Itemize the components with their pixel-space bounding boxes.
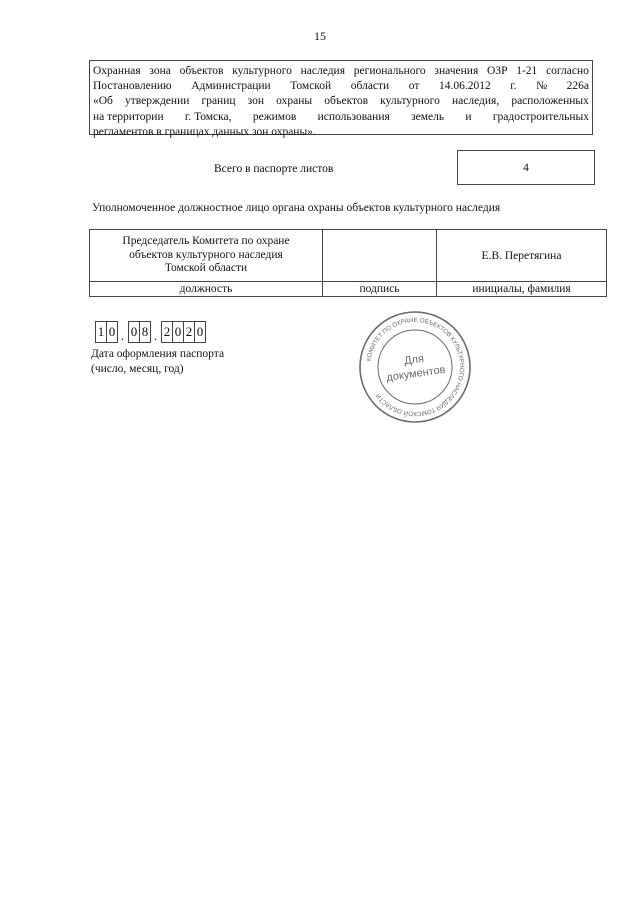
word: зона [149, 65, 171, 77]
stamp-outer-ring [360, 312, 470, 422]
word: режимов [252, 110, 297, 123]
official-heading: Уполномоченное должностное лицо органа охраны объектов культурного наследия [92, 202, 501, 214]
position-line: объектов культурного наследия [129, 248, 283, 261]
date-label-line: Дата оформления паспорта [91, 348, 225, 360]
word: на территории [93, 110, 164, 123]
word: Постановлению [93, 80, 172, 93]
sheets-count-box [457, 150, 595, 185]
zone-description-box [89, 60, 593, 138]
date-label-line: (число, месяц, год) [91, 363, 184, 375]
word: объектов [179, 65, 224, 77]
word: градостроительных [492, 110, 589, 123]
date-digit-box: 0 [172, 321, 184, 343]
position-caption: должность [90, 282, 323, 297]
date-digit-box: 2 [161, 321, 173, 343]
word: земель [411, 110, 445, 123]
word: и [465, 110, 472, 123]
date-digit-box: 2 [183, 321, 195, 343]
word: утверждении [125, 95, 190, 108]
word: области [350, 80, 390, 93]
word: зон [247, 95, 265, 108]
sheets-count-label: Всего в паспорте листов [214, 163, 334, 175]
date-boxes [95, 321, 205, 343]
word: регламентов в границах данных зон охраны». [93, 125, 316, 138]
word: 226а [566, 80, 589, 93]
sheets-count-value: 4 [523, 161, 529, 174]
word: наследия, [451, 95, 500, 108]
word: Администрации [191, 80, 271, 93]
word: охраны [276, 95, 313, 108]
name-caption: инициалы, фамилия [437, 282, 607, 297]
stamp-center-line-2: документов [385, 363, 447, 385]
zone-text-line [93, 64, 589, 79]
signature-cell [323, 230, 437, 282]
position-cell [90, 230, 323, 282]
word: культурного [232, 65, 292, 77]
zone-text-line [93, 79, 589, 94]
word: № [536, 80, 548, 93]
date-digit-box: 1 [95, 321, 107, 343]
word: границ [201, 95, 236, 108]
page-number: 15 [314, 29, 326, 43]
date-digit-box: 0 [194, 321, 206, 343]
position-line: Томской области [164, 262, 248, 275]
stamp-center-line-1: Для [403, 352, 425, 368]
name-cell: Е.В. Перетягина [437, 230, 607, 282]
word: «Об [93, 95, 113, 108]
word: 1-21 [516, 65, 538, 77]
stamp-ring-text: КОМИТЕТ ПО ОХРАНЕ ОБЪЕКТОВ КУЛЬТУРНОГО НАСЛЕДИЯ ТОМСКОЙ ОБЛАСТИ [365, 316, 466, 418]
word: 14.06.2012 [438, 80, 491, 93]
date-digit-box: 0 [128, 321, 140, 343]
date-separator: . [120, 328, 125, 343]
word: регионального [353, 65, 426, 77]
official-stamp [357, 309, 473, 425]
word: от [408, 80, 420, 93]
zone-text-line [93, 110, 589, 125]
word: объектов [324, 95, 369, 108]
word: Охранная [93, 65, 141, 77]
word: культурного [380, 95, 440, 108]
word: наследия [300, 65, 346, 77]
word: использования [317, 110, 390, 123]
word: г. [510, 80, 517, 93]
word: Томской [290, 80, 332, 93]
date-separator: . [153, 328, 158, 343]
signature-table [89, 229, 607, 297]
position-line: Председатель Комитета по охране [122, 235, 290, 248]
word: г. Томска, [184, 110, 232, 123]
zone-text-line [93, 125, 589, 140]
zone-text-line [93, 94, 589, 109]
date-label [91, 347, 224, 377]
signature-caption: подпись [323, 282, 437, 297]
word: значения [434, 65, 479, 77]
word: согласно [546, 65, 589, 77]
date-digit-box: 8 [139, 321, 151, 343]
word: ОЗР [487, 65, 508, 77]
date-digit-box: 0 [106, 321, 118, 343]
word: расположенных [511, 95, 589, 108]
